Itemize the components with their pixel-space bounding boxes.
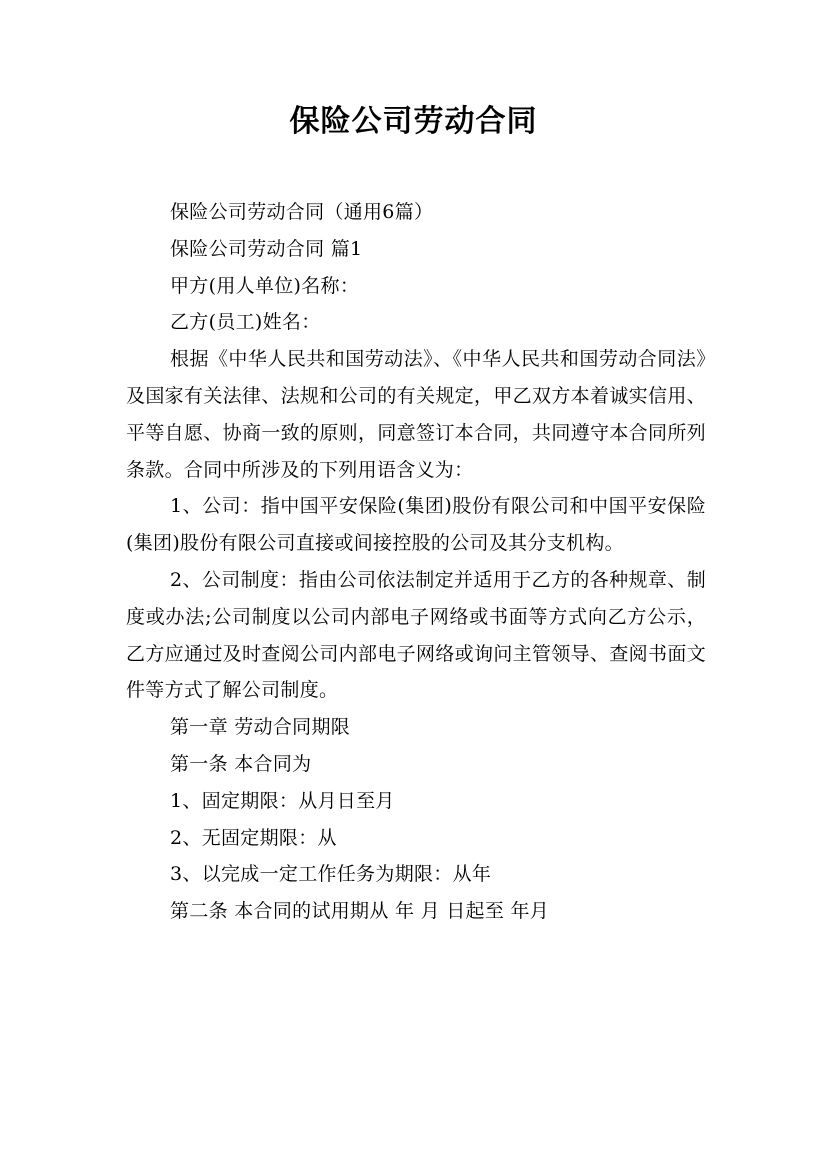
paragraph-definition-company: 1、公司：指中国平安保险(集团)股份有限公司和中国平安保险(集团)股份有限公司直接或间接控股的公司及其分支机构。	[126, 495, 706, 555]
paragraph-party-a: 甲方(用人单位)名称：	[170, 274, 360, 297]
document-title: 保险公司劳动合同	[289, 104, 538, 139]
paragraph-term-open: 2、无固定期限：从	[170, 826, 337, 849]
document-body	[126, 194, 706, 930]
paragraph-part-heading: 保险公司劳动合同 篇1	[170, 237, 363, 260]
paragraph-definition-policy: 2、公司制度：指由公司依法制定并适用于乙方的各种规章、制度或办法;公司制度以公司内部电子网络或书面等方式向乙方公示，乙方应通过及时查阅公司内部电子网络或询问主管领导、查阅书面文件等方式了解公司制度。	[126, 568, 706, 702]
paragraph-preamble: 根据《中华人民共和国劳动法》、《中华人民共和国劳动合同法》及国家有关法律、法规和公司的有关规定，甲乙双方本着诚实信用、平等自愿、协商一致的原则，同意签订本合同，共同遵守本合同所列条款。合同中所涉及的下列用语含义为：	[126, 348, 706, 481]
paragraph-term-task: 3、以完成一定工作任务为期限：从年	[170, 863, 492, 886]
paragraph-subtitle: 保险公司劳动合同（通用6篇）	[170, 201, 434, 223]
paragraph-term-fixed: 1、固定期限：从月日至月	[170, 789, 395, 812]
paragraph-article-1: 第一条 本合同为	[170, 752, 312, 775]
paragraph-article-2: 第二条 本合同的试用期从 年 月 日起至 年月	[170, 900, 550, 923]
paragraph-party-b: 乙方(员工)姓名：	[170, 311, 321, 334]
paragraph-chapter-heading: 第一章 劳动合同期限	[170, 716, 351, 739]
